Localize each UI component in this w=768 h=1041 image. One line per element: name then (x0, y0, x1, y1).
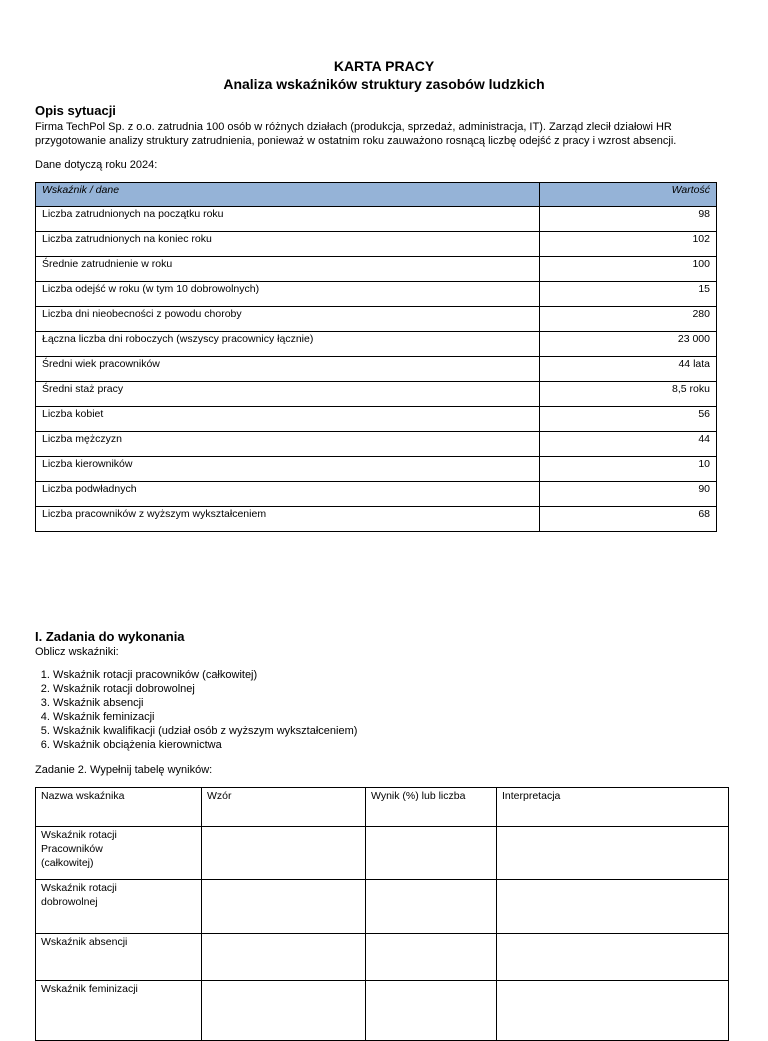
table-row (36, 880, 729, 934)
table-cell-value: 98 (540, 207, 717, 232)
table-cell-value: 56 (540, 407, 717, 432)
results-cell-formula[interactable] (202, 934, 366, 981)
results-cell-formula[interactable] (202, 981, 366, 1041)
table-cell: Liczba kobiet (36, 407, 540, 432)
results-cell-result[interactable] (366, 827, 497, 880)
results-cell-result[interactable] (366, 981, 497, 1041)
results-header-formula: Wzór (202, 788, 366, 827)
results-cell-formula[interactable] (202, 880, 366, 934)
table-cell-value: 44 (540, 432, 717, 457)
table-row (36, 407, 717, 432)
results-header-name: Nazwa wskaźnika (36, 788, 202, 827)
results-cell-result[interactable] (366, 880, 497, 934)
table-cell-value: 44 lata (540, 357, 717, 382)
results-cell-result[interactable] (366, 934, 497, 981)
results-header-interpretation: Interpretacja (497, 788, 729, 827)
tasks-list (35, 668, 357, 752)
year-note: Dane dotyczą roku 2024: (35, 159, 158, 171)
table-cell: Łączna liczba dni roboczych (wszyscy pracownicy łącznie) (36, 332, 540, 357)
table-row (36, 232, 717, 257)
table-row (36, 257, 717, 282)
results-cell-name-text: Wskaźnik rotacji Pracowników (całkowitej) (41, 829, 117, 869)
table-row (36, 207, 717, 232)
list-item: 6. Wskaźnik obciążenia kierownictwa (53, 738, 357, 752)
table-cell: Liczba odejść w roku (w tym 10 dobrowolnych) (36, 282, 540, 307)
table-row (36, 307, 717, 332)
table-cell-value: 68 (540, 507, 717, 532)
list-item: 3. Wskaźnik absencji (53, 696, 357, 710)
results-cell-formula[interactable] (202, 827, 366, 880)
table-cell: Liczba mężczyzn (36, 432, 540, 457)
results-cell-interpretation[interactable] (497, 880, 729, 934)
data-table-header-row (36, 183, 717, 207)
table-cell: Liczba kierowników (36, 457, 540, 482)
table-cell-value: 90 (540, 482, 717, 507)
table-row (36, 457, 717, 482)
data-table (35, 182, 717, 532)
table-cell: Średni wiek pracowników (36, 357, 540, 382)
list-item: 5. Wskaźnik kwalifikacji (udział osób z wyższym wykształceniem) (53, 724, 357, 738)
situation-heading: Opis sytuacji (35, 103, 116, 118)
list-item: 1. Wskaźnik rotacji pracowników (całkowitej) (53, 668, 357, 682)
situation-text: Firma TechPol Sp. z o.o. zatrudnia 100 osób w różnych działach (produkcja, sprzedaż, administracja, IT). Zarząd zlecił działowi HR przygotowanie analizy struktury zatrudnienia, ponieważ w ostatnim roku zauważono rosnącą liczbę odejść z pracy i wzrost absencji. (35, 121, 677, 147)
results-table (35, 787, 729, 1041)
table-cell-value: 15 (540, 282, 717, 307)
table-row (36, 934, 729, 981)
table-row (36, 332, 717, 357)
table-row (36, 382, 717, 407)
task2-label: Zadanie 2. Wypełnij tabelę wyników: (35, 764, 213, 776)
table-row (36, 981, 729, 1041)
table-cell-value: 10 (540, 457, 717, 482)
table-cell: Liczba pracowników z wyższym wykształceniem (36, 507, 540, 532)
tasks-heading: I. Zadania do wykonania (35, 629, 185, 644)
results-cell-interpretation[interactable] (497, 981, 729, 1041)
results-cell-name: Wskaźnik absencji (36, 934, 202, 981)
table-cell: Liczba dni nieobecności z powodu choroby (36, 307, 540, 332)
tasks-intro: Oblicz wskaźniki: (35, 646, 119, 658)
results-header-result: Wynik (%) lub liczba (366, 788, 497, 827)
table-cell-value: 100 (540, 257, 717, 282)
data-table-header-name: Wskaźnik / dane (36, 183, 540, 207)
table-cell-value: 23 000 (540, 332, 717, 357)
table-row (36, 482, 717, 507)
list-item: 4. Wskaźnik feminizacji (53, 710, 357, 724)
table-cell-value: 280 (540, 307, 717, 332)
results-cell-interpretation[interactable] (497, 827, 729, 880)
document-subtitle: Analiza wskaźników struktury zasobów ludzkich (223, 76, 545, 92)
results-cell-interpretation[interactable] (497, 934, 729, 981)
table-cell-value: 8,5 roku (540, 382, 717, 407)
table-cell: Liczba zatrudnionych na koniec roku (36, 232, 540, 257)
table-row (36, 282, 717, 307)
table-row (36, 432, 717, 457)
table-row (36, 357, 717, 382)
table-cell: Średni staż pracy (36, 382, 540, 407)
table-cell: Liczba podwładnych (36, 482, 540, 507)
table-cell: Liczba zatrudnionych na początku roku (36, 207, 540, 232)
results-table-header-row (36, 788, 729, 827)
document-title: KARTA PRACY (333, 58, 435, 74)
results-cell-name: Wskaźnik feminizacji (36, 981, 202, 1041)
table-row (36, 827, 729, 880)
table-cell: Średnie zatrudnienie w roku (36, 257, 540, 282)
results-cell-name (36, 880, 202, 934)
results-cell-name (36, 827, 202, 880)
data-table-header-value: Wartość (540, 183, 717, 207)
table-row (36, 507, 717, 532)
list-item: 2. Wskaźnik rotacji dobrowolnej (53, 682, 357, 696)
results-cell-name-text: Wskaźnik rotacji dobrowolnej (41, 882, 117, 908)
table-cell-value: 102 (540, 232, 717, 257)
